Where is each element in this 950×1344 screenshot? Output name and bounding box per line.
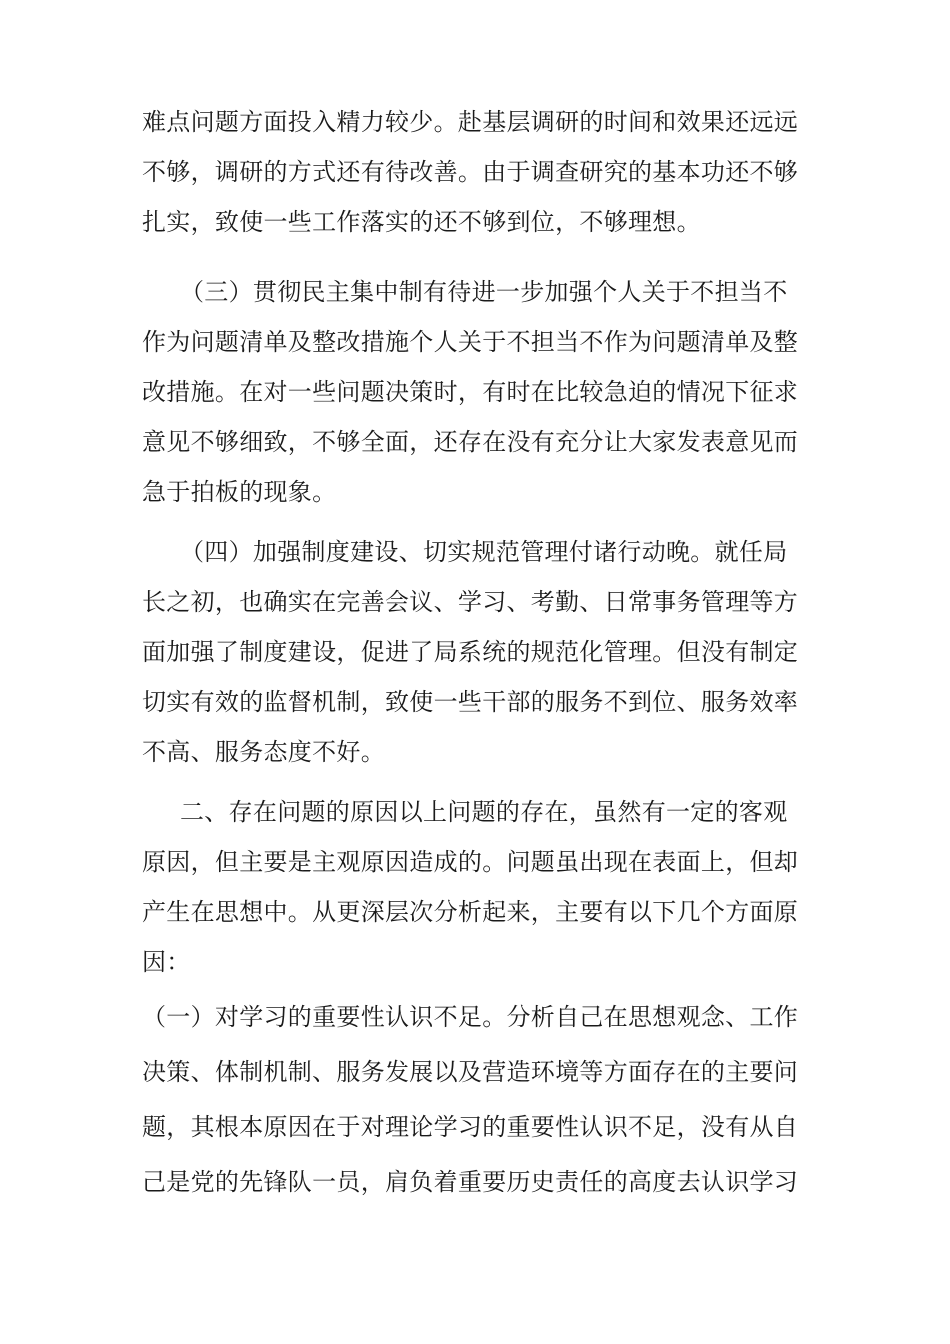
paragraph-1-line-3: 扎实，致使一些工作落实的还不够到位，不够理想。	[142, 208, 701, 236]
paragraph-5-line-4: 己是党的先锋队一员，肩负着重要历史责任的高度去认识学习	[142, 1168, 799, 1196]
paragraph-3-line-4: 切实有效的监督机制，致使一些干部的服务不到位、服务效率	[142, 688, 799, 716]
paragraph-2-line-3: 改措施。在对一些问题决策时，有时在比较急迫的情况下征求	[142, 378, 799, 406]
paragraph-3-line-3: 面加强了制度建设，促进了局系统的规范化管理。但没有制定	[142, 638, 799, 666]
paragraph-2-line-4: 意见不够细致，不够全面，还存在没有充分让大家发表意见而	[142, 428, 799, 456]
paragraph-1-line-1: 难点问题方面投入精力较少。赴基层调研的时间和效果还远远	[142, 108, 799, 136]
paragraph-3-line-2: 长之初，也确实在完善会议、学习、考勤、日常事务管理等方	[142, 588, 799, 616]
paragraph-4-line-2: 原因，但主要是主观原因造成的。问题虽出现在表面上，但却	[142, 848, 799, 876]
paragraph-5-line-2: 决策、体制机制、服务发展以及营造环境等方面存在的主要问	[142, 1058, 799, 1086]
paragraph-4-line-3: 产生在思想中。从更深层次分析起来，主要有以下几个方面原	[142, 898, 799, 926]
paragraph-1-line-2: 不够，调研的方式还有待改善。由于调查研究的基本功还不够	[142, 158, 799, 186]
paragraph-3-line-5: 不高、服务态度不好。	[142, 738, 385, 766]
paragraph-2-line-1: （三）贯彻民主集中制有待进一步加强个人关于不担当不	[180, 278, 788, 306]
paragraph-2-line-5: 急于拍板的现象。	[142, 478, 337, 506]
paragraph-5-line-1: （一）对学习的重要性认识不足。分析自己在思想观念、工作	[142, 1003, 799, 1031]
paragraph-2-line-2: 作为问题清单及整改措施个人关于不担当不作为问题清单及整	[142, 328, 799, 356]
paragraph-4-line-1: 二、存在问题的原因以上问题的存在，虽然有一定的客观	[180, 798, 788, 826]
paragraph-3-line-1: （四）加强制度建设、切实规范管理付诸行动晚。就任局	[180, 538, 788, 566]
paragraph-4-line-4: 因：	[142, 948, 191, 976]
paragraph-5-line-3: 题，其根本原因在于对理论学习的重要性认识不足，没有从自	[142, 1113, 799, 1141]
